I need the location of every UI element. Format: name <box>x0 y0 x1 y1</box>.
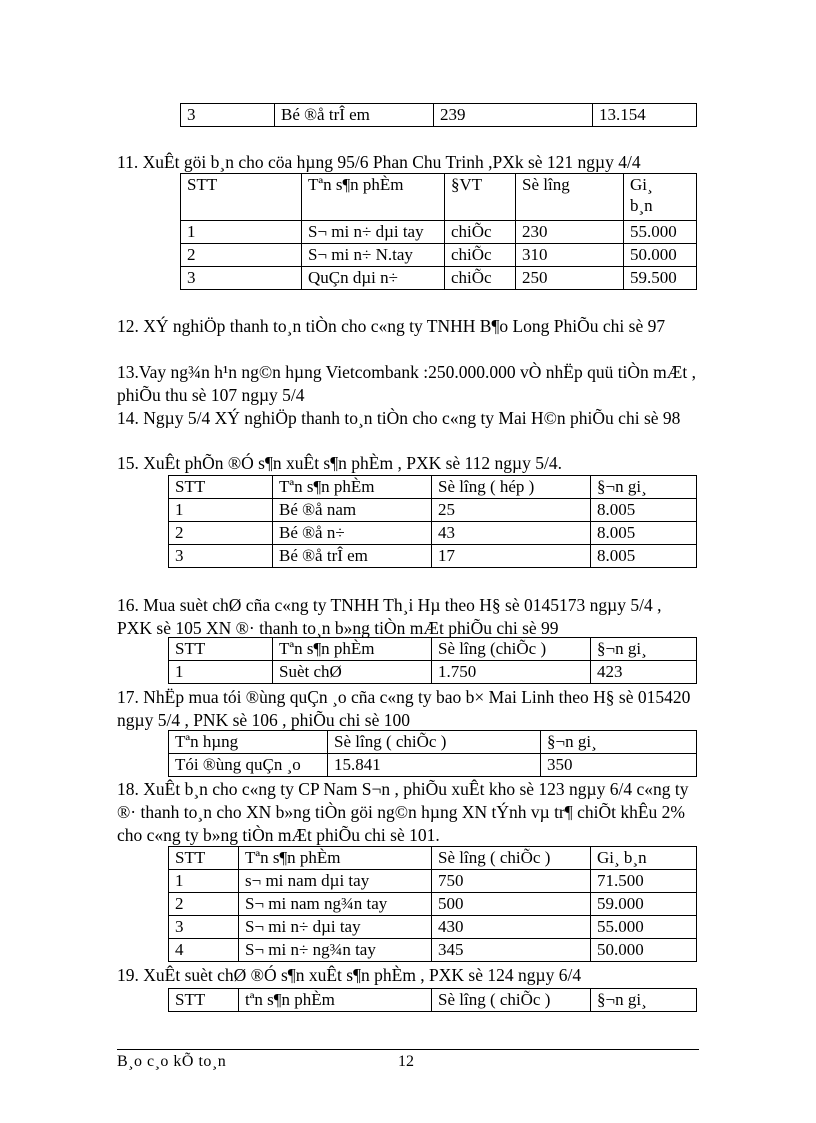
item-15-text: 15. XuÊt phÕn ®Ó s¶n xuÊt s¶n phÈm , PXK sè 112 ngµy 5/4. <box>117 453 562 473</box>
header-cell: STT <box>169 847 239 870</box>
page-number: 12 <box>398 1053 414 1070</box>
cell: 50.000 <box>591 939 697 962</box>
header-cell: Tªn s¶n phÈm <box>302 174 445 221</box>
header-cell: Tªn hµng <box>169 731 328 754</box>
header-cell: STT <box>169 638 273 661</box>
cell: 59.000 <box>591 893 697 916</box>
cell: chiÕc <box>445 244 516 267</box>
table-header-row <box>169 638 697 661</box>
footer-title: B¸o c¸o kÕ to¸n <box>117 1053 227 1070</box>
table-row <box>169 754 697 777</box>
table-row <box>181 244 697 267</box>
cell: 3 <box>181 267 302 290</box>
cell: QuÇn dµi n÷ <box>302 267 445 290</box>
cell: 17 <box>432 545 591 568</box>
header-cell: Sè lîng ( hép ) <box>432 476 591 499</box>
cell: 8.005 <box>591 522 697 545</box>
header-cell: §VT <box>445 174 516 221</box>
header-cell: Sè lîng ( chiÕc ) <box>328 731 541 754</box>
table-item-19 <box>168 988 697 1012</box>
table-row <box>169 545 697 568</box>
cell: 8.005 <box>591 499 697 522</box>
cell: 230 <box>516 221 624 244</box>
table-item-17 <box>168 730 697 777</box>
cell: S¬ mi n÷ dµi tay <box>239 916 432 939</box>
header-cell: §¬n gi¸ <box>591 989 697 1012</box>
table-row <box>169 893 697 916</box>
table-row <box>169 870 697 893</box>
cell: 3 <box>181 104 275 127</box>
cell: 500 <box>432 893 591 916</box>
header-cell: §¬n gi¸ <box>541 731 697 754</box>
cell: 15.841 <box>328 754 541 777</box>
table-row <box>169 522 697 545</box>
cell: 2 <box>169 522 273 545</box>
cell: 310 <box>516 244 624 267</box>
cell: Bé ®å trÎ em <box>275 104 434 127</box>
cell: Bé ®å trÎ em <box>273 545 432 568</box>
cell: 1 <box>169 499 273 522</box>
cell: chiÕc <box>445 221 516 244</box>
cell: S¬ mi n÷ N.tay <box>302 244 445 267</box>
header-cell: tªn s¶n phÈm <box>239 989 432 1012</box>
cell: Bé ®å nam <box>273 499 432 522</box>
header-cell: §¬n gi¸ <box>591 476 697 499</box>
cell: chiÕc <box>445 267 516 290</box>
table-item-18 <box>168 846 697 962</box>
table-header-row <box>169 847 697 870</box>
table-header-row <box>169 731 697 754</box>
table-header-row <box>181 174 697 221</box>
cell: 50.000 <box>624 244 697 267</box>
table-row <box>169 661 697 684</box>
item-11-text: 11. XuÊt göi b¸n cho cöa hµng 95/6 Phan Chu Trinh ,PXk sè 121 ngµy 4/4 <box>117 152 641 172</box>
header-cell: Sè lîng ( chiÕc ) <box>432 989 591 1012</box>
table-item-15 <box>168 475 697 568</box>
cell: 423 <box>591 661 697 684</box>
cell: 43 <box>432 522 591 545</box>
table-row <box>181 104 697 127</box>
cell: 3 <box>169 545 273 568</box>
table-header-row <box>169 989 697 1012</box>
table-row <box>169 939 697 962</box>
footer-rule <box>117 1049 699 1050</box>
table-header-row <box>169 476 697 499</box>
item-13-text: 13.Vay ng¾n h¹n ng©n hµng Vietcombank :250.000.000 vÒ nhËp quü tiÒn mÆt , phiÕu thu sè 107 ngµy 5/4 <box>117 362 696 405</box>
header-cell: STT <box>169 476 273 499</box>
cell: 1.750 <box>432 661 591 684</box>
cell: 71.500 <box>591 870 697 893</box>
header-cell: Gi¸ b¸n <box>591 847 697 870</box>
header-cell: Tªn s¶n phÈm <box>239 847 432 870</box>
header-cell: STT <box>169 989 239 1012</box>
cell: 1 <box>181 221 302 244</box>
cell: S¬ mi n÷ ng¾n tay <box>239 939 432 962</box>
cell: Tói ®ùng quÇn ¸o <box>169 754 328 777</box>
table-row <box>169 499 697 522</box>
cell: Suèt chØ <box>273 661 432 684</box>
table-row <box>181 221 697 244</box>
header-cell: §¬n gi¸ <box>591 638 697 661</box>
cell: S¬ mi n÷ dµi tay <box>302 221 445 244</box>
cell: 250 <box>516 267 624 290</box>
item-18-text: 18. XuÊt b¸n cho c«ng ty CP Nam S¬n , phiÕu xuÊt kho sè 123 ngµy 6/4 c«ng ty ®· thanh to¸n cho XN b»ng tiÒn göi ng©n hµng XN tÝnh vµ tr¶ chiÕt khÊu 2% cho c«ng ty b»ng tiÒn mÆt phiÕu chi sè 101. <box>117 779 689 845</box>
cell: 55.000 <box>624 221 697 244</box>
cell: s¬ mi nam dµi tay <box>239 870 432 893</box>
cell: 239 <box>434 104 593 127</box>
cell: 430 <box>432 916 591 939</box>
item-16-text: 16. Mua suèt chØ cña c«ng ty TNHH Th¸i Hµ theo H§ sè 0145173 ngµy 5/4 , PXK sè 105 XN ®· thanh to¸n b»ng tiÒn mÆt phiÕu chi sè 99 <box>117 595 662 638</box>
cell: 25 <box>432 499 591 522</box>
item-17-text: 17. NhËp mua tói ®ùng quÇn ¸o cña c«ng ty bao b× Mai Linh theo H§ sè 015420 ngµy 5/4 , PNK sè 106 , phiÕu chi sè 100 <box>117 687 691 730</box>
cell: 55.000 <box>591 916 697 939</box>
header-cell: Gi¸ b¸n <box>624 174 697 221</box>
cell: 59.500 <box>624 267 697 290</box>
table-item-16 <box>168 637 697 684</box>
cell: 345 <box>432 939 591 962</box>
header-cell: Sè lîng <box>516 174 624 221</box>
table-top <box>180 103 697 127</box>
header-cell: Sè lîng ( chiÕc ) <box>432 847 591 870</box>
cell: 4 <box>169 939 239 962</box>
header-cell: Sè lîng (chiÕc ) <box>432 638 591 661</box>
item-19-text: 19. XuÊt suèt chØ ®Ó s¶n xuÊt s¶n phÈm , PXK sè 124 ngµy 6/4 <box>117 965 582 985</box>
cell: 3 <box>169 916 239 939</box>
item-12-text: 12. XÝ nghiÖp thanh to¸n tiÒn cho c«ng ty TNHH B¶o Long PhiÕu chi sè 97 <box>117 316 666 336</box>
table-item-11 <box>180 173 697 290</box>
cell: 8.005 <box>591 545 697 568</box>
cell: 1 <box>169 870 239 893</box>
cell: Bé ®å n÷ <box>273 522 432 545</box>
cell: 1 <box>169 661 273 684</box>
cell: 750 <box>432 870 591 893</box>
table-row <box>181 267 697 290</box>
header-cell: Tªn s¶n phÈm <box>273 476 432 499</box>
cell: 13.154 <box>593 104 697 127</box>
cell: 2 <box>169 893 239 916</box>
table-row <box>169 916 697 939</box>
cell: 350 <box>541 754 697 777</box>
cell: S¬ mi nam ng¾n tay <box>239 893 432 916</box>
header-cell: STT <box>181 174 302 221</box>
header-cell: Tªn s¶n phÈm <box>273 638 432 661</box>
item-14-text: 14. Ngµy 5/4 XÝ nghiÖp thanh to¸n tiÒn cho c«ng ty Mai H©n phiÕu chi sè 98 <box>117 408 681 428</box>
cell: 2 <box>181 244 302 267</box>
